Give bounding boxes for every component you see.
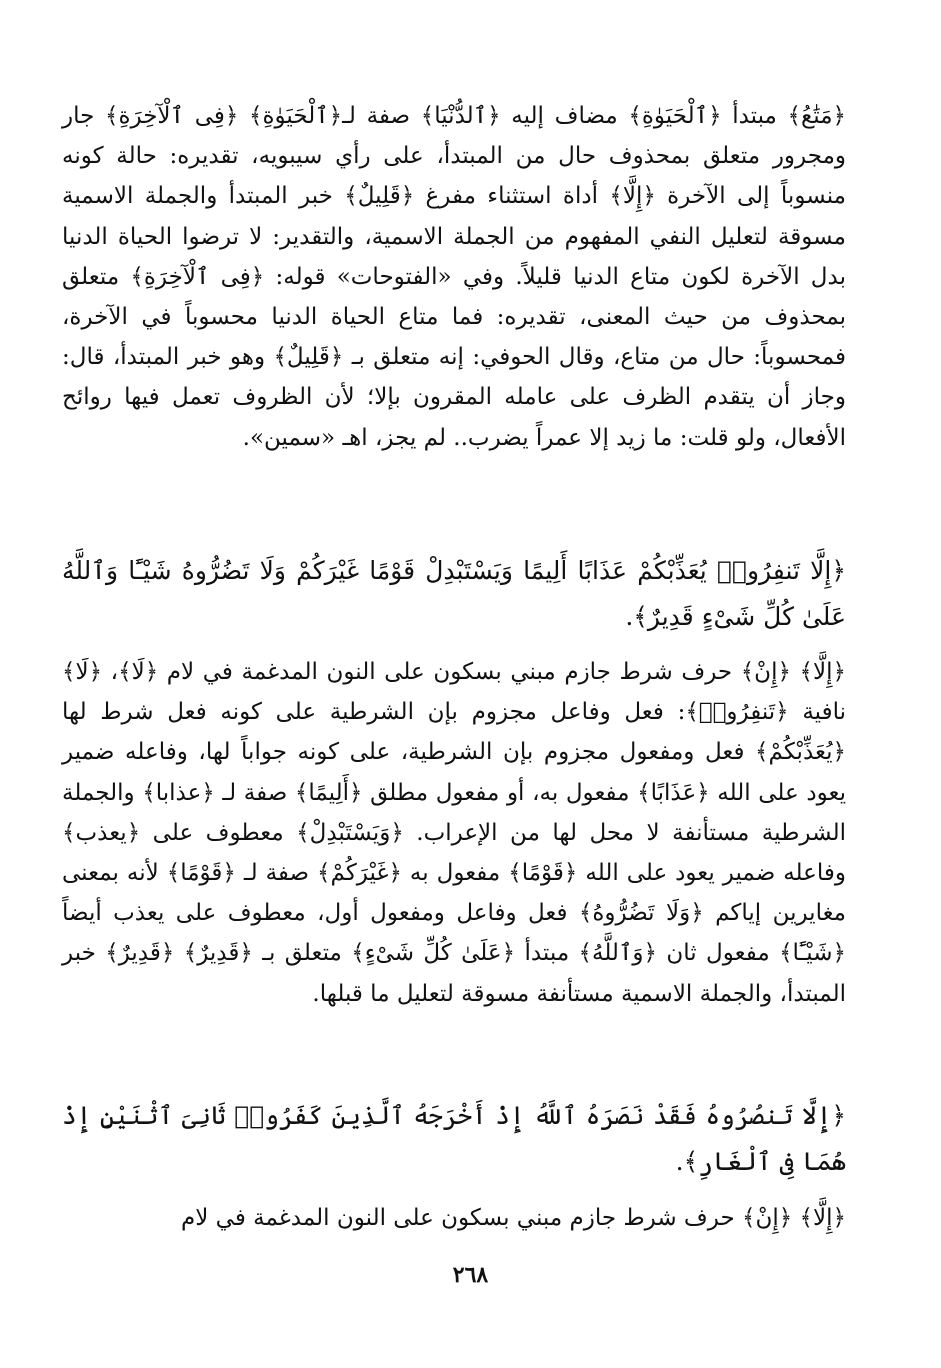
page-number: ٢٦٨ [452,1262,489,1288]
quran-verse-2: ﴿إِلَّا تَنصُرُوهُ فَقَدْ نَصَرَهُ ٱللَّهُ إِذْ أَخْرَجَهُ ٱلَّذِينَ كَفَرُوا۟ ثَانِىَ ٱثْنَيْنِ إِذْ هُمَا فِى ٱلْغَارِ﴾. [62,1101,846,1176]
commentary-paragraph-3: ﴿إِلَّا﴾ ﴿إِنْ﴾ حرف شرط جازم مبني بسكون على النون المدغمة في لام [180,1205,846,1231]
commentary-paragraph-1: ﴿مَتَٰعُ﴾ مبتدأ ﴿ٱلْحَيَوٰةِ﴾ مضاف إليه ﴿ٱلدُّنْيَا﴾ صفة لـ﴿ٱلْحَيَوٰةِ﴾ ﴿فِى ٱلْآخِرَةِ﴾ جار ومجرور متعلق بمحذوف حال من المبتدأ، على رأي سيبويه، تقديره: حالة كونه منسوباً إلى الآخرة ﴿إِلَّا﴾ أداة استثناء مفرغ ﴿قَلِيلٌ﴾ خبر المبتدأ والجملة الاسمية مسوقة لتعليل النفي المفهوم من الجملة الاسمية، والتقدير: لا ترضوا الحياة الدنيا بدل الآخرة لكون متاع الدنيا قليلاً. وفي «الفتوحات» قوله: ﴿فِى ٱلْآخِرَةِ﴾ متعلق بمحذوف من حيث المعنى، تقديره: فما متاع الحياة الدنيا محسوباً في الآخرة، فمحسوباً: حال من متاع، وقال الحوفي: إنه متعلق بـ ﴿قَلِيلٌ﴾ وهو خبر المبتدأ، قال: وجاز أن يتقدم الظرف على عامله المقرون بإلا؛ لأن الظروف تعمل فيها روائح الأفعال، ولو قلت: ما زيد إلا عمراً يضرب.. لم يجز، اهـ «سمين». [62,103,846,451]
book-page [62,88,846,1368]
commentary-paragraph-2: ﴿إِلَّا﴾ ﴿إِنْ﴾ حرف شرط جازم مبني بسكون على النون المدغمة في لام ﴿لَا﴾، ﴿لَا﴾ نافية ﴿تَنفِرُوا۟﴾: فعل وفاعل مجزوم بإن الشرطية على كونه فعل شرط لها ﴿يُعَذِّبْكُمْ﴾ فعل ومفعول مجزوم بإن الشرطية، على كونه جواباً لها، وفاعله ضمير يعود على الله ﴿عَذَابًا﴾ مفعول به، أو مفعول مطلق ﴿أَلِيمًا﴾ صفة لـ ﴿عذابا﴾ والجملة الشرطية مستأنفة لا محل لها من الإعراب. ﴿وَيَسْتَبْدِلْ﴾ معطوف على ﴿يعذب﴾ وفاعله ضمير يعود على الله ﴿قَوْمًا﴾ مفعول به ﴿غَيْرَكُمْ﴾ صفة لـ ﴿قَوْمًا﴾ لأنه بمعنى مغايرين إياكم ﴿وَلَا تَضُرُّوهُ﴾ فعل وفاعل ومفعول أول، معطوف على يعذب أيضاً ﴿شَيْـًٔا﴾ مفعول ثان ﴿وَٱللَّهُ﴾ مبتدأ ﴿عَلَىٰ كُلِّ شَىْءٍ﴾ متعلق بـ ﴿قَدِيرٌ﴾ ﴿قَدِيرٌ﴾ خبر المبتدأ، والجملة الاسمية مستأنفة مسوقة لتعليل ما قبلها. [62,659,846,1007]
quran-verse-1: ﴿إِلَّا تَنفِرُوا۟ يُعَذِّبْكُمْ عَذَابًا أَلِيمًا وَيَسْتَبْدِلْ قَوْمًا غَيْرَكُمْ وَلَا تَضُرُّوهُ شَيْـًٔا وَٱللَّهُ عَلَىٰ كُلِّ شَىْءٍ قَدِيرٌ﴾. [62,556,846,631]
